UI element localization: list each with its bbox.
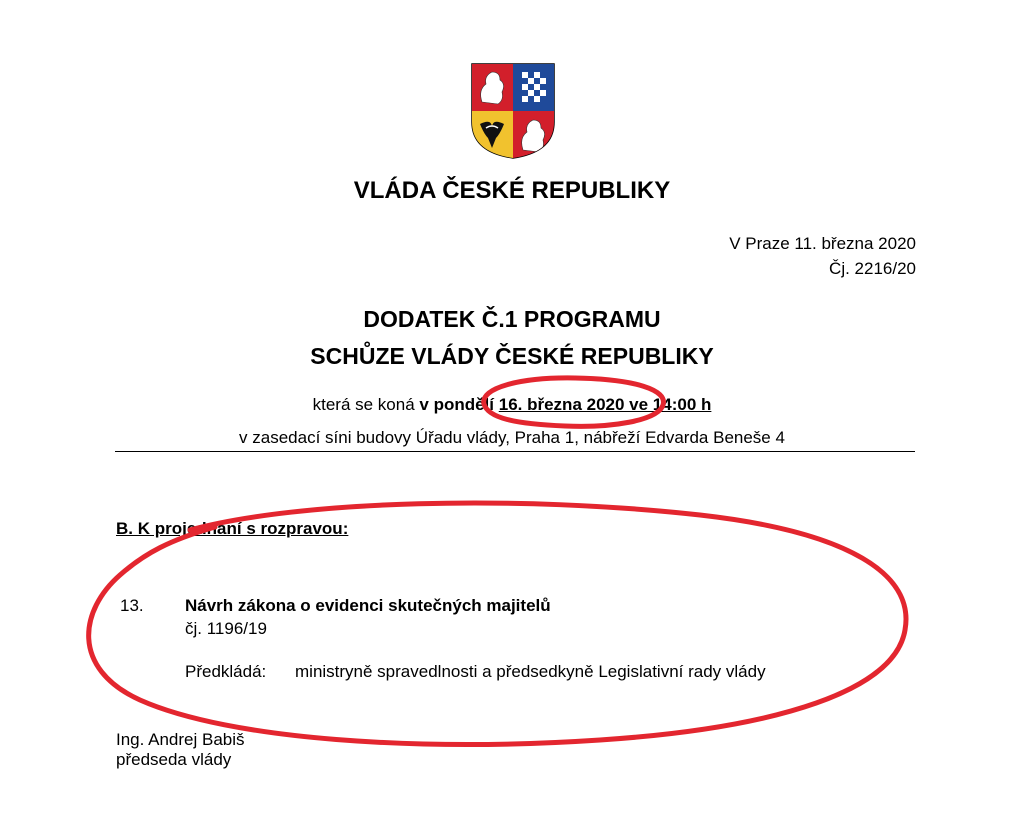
presenter-label: Předkládá: — [185, 662, 267, 681]
meeting-day: v pondělí — [419, 395, 495, 414]
meeting-date-time: 16. března 2020 ve 14:00 h — [498, 395, 712, 414]
meeting-location: v zasedací síni budovy Úřadu vlády, Praha 1, nábřeží Edvarda Beneše 4 — [239, 428, 785, 447]
date-reference-block — [729, 231, 916, 281]
document-title-line-1: DODATEK Č.1 PROGRAMU — [363, 306, 661, 332]
signer-name: Ing. Andrej Babiš — [116, 730, 245, 749]
government-title: VLÁDA ČESKÉ REPUBLIKY — [353, 177, 671, 204]
signer-role: předseda vlády — [116, 750, 232, 769]
place-date: V Praze 11. března 2020 — [729, 234, 916, 253]
meeting-date-line — [0, 395, 1024, 415]
presenter-value: ministryně spravedlnosti a předsedkyně Legislativní rady vlády — [295, 662, 766, 681]
divider — [115, 451, 915, 452]
agenda-item-presenter — [185, 662, 766, 682]
agenda-item-reference: čj. 1196/19 — [185, 619, 267, 638]
czech-coat-of-arms-icon — [470, 62, 556, 160]
document-title-line-2: SCHŮZE VLÁDY ČESKÉ REPUBLIKY — [310, 343, 714, 369]
section-heading: B. K projednání s rozpravou: — [116, 519, 349, 538]
meeting-prefix: která se koná — [312, 395, 420, 414]
agenda-item-number: 13. — [120, 596, 144, 615]
reference-number: Čj. 2216/20 — [829, 259, 916, 278]
agenda-item-title: Návrh zákona o evidenci skutečných majitelů — [185, 596, 551, 615]
